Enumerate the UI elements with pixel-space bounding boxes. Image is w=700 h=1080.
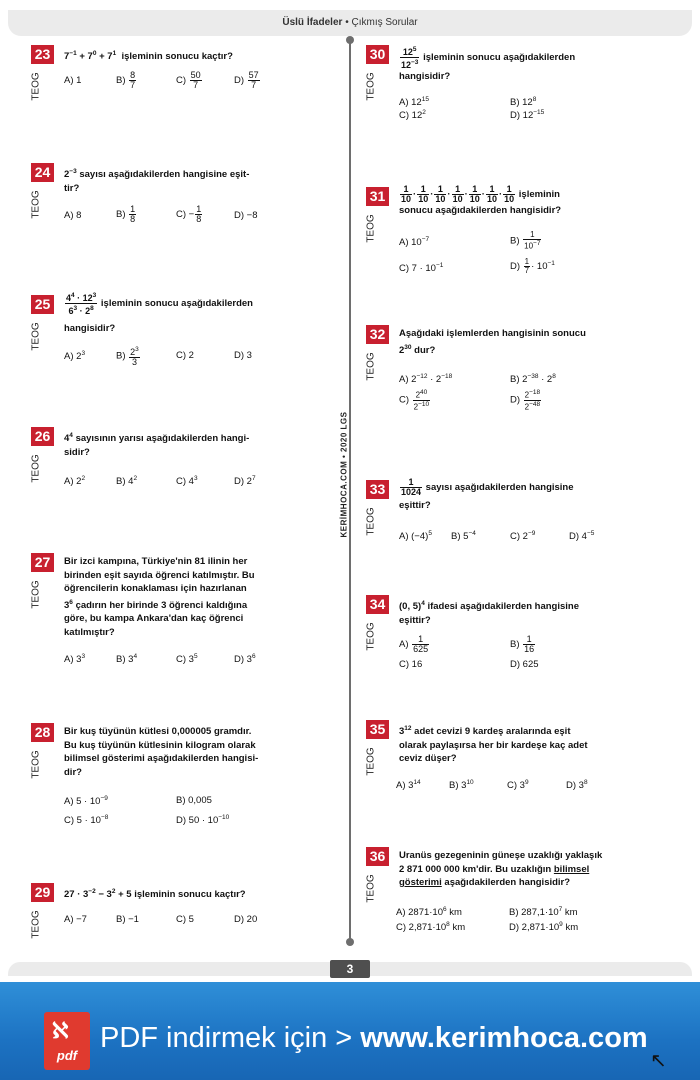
option-d[interactable]: D) $\frac{57}{7}$ bbox=[234, 70, 259, 90]
option-a[interactable]: A) $2^3$ bbox=[64, 350, 86, 363]
option-b[interactable]: B) $4^2$ bbox=[116, 475, 138, 488]
option-b[interactable]: B) $\frac{1}{10^{-7}}$ bbox=[510, 230, 541, 251]
option-d[interactable]: D) $3^8$ bbox=[566, 779, 588, 792]
banner-url[interactable]: www.kerimhoca.com bbox=[360, 1022, 648, 1054]
question-text: $7^{-1} + 7^0 + 7^1$ işleminin sonucu kaçtır? bbox=[64, 50, 233, 63]
option-b[interactable]: B) $5^{-4}$ bbox=[451, 530, 476, 543]
option-c[interactable]: C) $3^9$ bbox=[507, 779, 529, 792]
option-a[interactable]: A) −7 bbox=[64, 914, 87, 925]
option-b[interactable]: B) 0,005 bbox=[176, 795, 212, 806]
question-25: 25 TEOG $\frac{4^4 \cdot 12^3}{6^3 \cdot 2^8}$ işleminin sonucu aşağıdakilerden hangisidir? A) $2^3$ B) $\frac{2^3}{3}$ C) 2 D) 3 bbox=[30, 292, 253, 367]
question-36: 36 TEOG Uranüs gezegeninin güneşe uzaklığı yaklaşık 2 871 000 000 km'dir. Bu uzaklığın bilimsel gösterimi aşağıdakilerden hangisidir? A) $2871\cdot 10^6$ km B) $287,1\cdot 10^7$ km C) $2,871\cdot 10^8$ km D) $2,871\cdot 10^9$ km bbox=[365, 848, 603, 934]
question-text: $\frac{12^5}{12^{-3}}$ işleminin sonucu aşağıdakilerden hangisidir? bbox=[399, 46, 576, 82]
question-35: 35 TEOG $3^{12}$ adet cevizi 9 kardeş aralarında eşit olarak paylaşırsa her bir kardeşe kaç adet ceviz düşer? A) $3^{14}$ B) $3^{10}$ C) $3^9$ D) $3^8$ bbox=[365, 721, 588, 792]
option-d[interactable]: D) $\frac{1}{7}$ · $10^{-1}$ bbox=[510, 257, 555, 275]
option-d[interactable]: D) $\frac{2^{-18}}{2^{-48}}$ bbox=[510, 389, 541, 412]
option-a[interactable]: A) $10^{-7}$ bbox=[399, 236, 430, 249]
page-header bbox=[8, 10, 692, 36]
question-text: $\frac{1}{10}$ · $\frac{1}{10}$ · $\frac{1}{10}$ · $\frac{1}{10}$ · $\frac{1}{10}$ · $\frac{1}{10}$ · $\frac{1}{10}$ işleminin sonucu aşağıdakilerden hangisidir? bbox=[399, 184, 562, 216]
divider-dot-top bbox=[346, 36, 354, 44]
option-a[interactable]: A) $3^3$ bbox=[64, 653, 86, 666]
option-c[interactable]: C) $3^5$ bbox=[176, 653, 198, 666]
option-c[interactable]: C) 2 bbox=[176, 350, 194, 361]
pdf-icon bbox=[44, 1012, 90, 1070]
option-b[interactable]: B) $\frac{2^3}{3}$ bbox=[116, 346, 139, 367]
question-text: $\frac{4^4 \cdot 12^3}{6^3 \cdot 2^8}$ işleminin sonucu aşağıdakilerden hangisidir? bbox=[64, 292, 253, 334]
option-c[interactable]: C) $12^2$ bbox=[399, 109, 426, 122]
option-c[interactable]: C) 16 bbox=[399, 659, 423, 670]
question-number: 24 bbox=[31, 163, 54, 182]
option-d[interactable]: D) $4^{-5}$ bbox=[569, 530, 595, 543]
question-number: 32 bbox=[366, 325, 389, 344]
option-a[interactable]: A) $2^{-12} \cdot 2^{-18}$ bbox=[399, 373, 453, 386]
question-number: 33 bbox=[366, 480, 389, 499]
question-31: 31 TEOG $\frac{1}{10}$ · $\frac{1}{10}$ · $\frac{1}{10}$ · $\frac{1}{10}$ · $\frac{1}{10}$ · $\frac{1}{10}$ · $\frac{1}{10}$ işleminin sonucu aşağıdakilerden hangisidir? A) $10^{-7}$ B) $\frac{1}{10^{-7}}$ C) $7 \cdot 10^{-1}$ D) $\frac{1}{7}$ · $10^{-1}$ bbox=[365, 184, 562, 275]
divider-dot-bottom bbox=[346, 938, 354, 946]
question-number: 34 bbox=[366, 595, 389, 614]
question-text: Aşağıdaki işlemlerden hangisinin sonucu $2^{30}$ dur? bbox=[399, 328, 586, 356]
option-c[interactable]: C) $\frac{2^{40}}{2^{-10}}$ bbox=[399, 389, 430, 412]
option-c[interactable]: C) $4^3$ bbox=[176, 475, 198, 488]
option-d[interactable]: D) 625 bbox=[510, 659, 539, 670]
option-d[interactable]: D) $2,871\cdot 10^9$ km bbox=[509, 921, 579, 934]
option-c[interactable]: C) $7 \cdot 10^{-1}$ bbox=[399, 262, 444, 275]
banner-text[interactable]: PDF indirmek için > www.kerimhoca.com bbox=[100, 1022, 648, 1054]
option-c[interactable]: C) $5 \cdot 10^{-8}$ bbox=[64, 814, 109, 827]
question-text: Bir kuş tüyünün kütlesi 0,000005 gramdır. Bu kuş tüyünün kütlesinin kilogram olarak bilimsel gösterimi aşağıdakilerden hangisi- dir? bbox=[64, 726, 259, 778]
option-a[interactable]: A) $3^{14}$ bbox=[396, 779, 421, 792]
question-text: $\frac{1}{1024}$ sayısı aşağıdakilerden hangisine eşittir? bbox=[399, 477, 574, 511]
cursor-icon: ↖ bbox=[650, 1050, 667, 1072]
question-number: 28 bbox=[31, 723, 54, 742]
question-24: 24 TEOG $2^{-3}$ sayısı aşağıdakilerden hangisine eşit- tir? A) 8 B) $\frac{1}{8}$ C) − $\frac{1}{8}$ D) −8 bbox=[30, 164, 258, 224]
question-number: 25 bbox=[31, 295, 54, 314]
question-28: 28 TEOG Bir kuş tüyünün kütlesi 0,000005 gramdır. Bu kuş tüyünün kütlesinin kilogram olarak bilimsel gösterimi aşağıdakilerden hangisi- dir? A) $5 \cdot 10^{-9}$ B) 0,005 C) $5 \cdot 10^{-8}$ D) $50 \cdot 10^{-10}$ bbox=[30, 724, 259, 827]
option-c[interactable]: C) $\frac{50}{7}$ bbox=[176, 70, 201, 90]
option-a[interactable]: A) $(-4)^5$ bbox=[399, 530, 432, 543]
question-26: 26 TEOG $4^4$ sayısının yarısı aşağıdakilerden hangi- sidir? A) $2^2$ B) $4^2$ C) $4^3$ D) $2^7$ bbox=[30, 428, 256, 488]
option-d[interactable]: D) $50 \cdot 10^{-10}$ bbox=[176, 814, 230, 827]
question-number: 30 bbox=[366, 45, 389, 64]
question-32: 32 TEOG Aşağıdaki işlemlerden hangisinin sonucu $2^{30}$ dur? A) $2^{-12} \cdot 2^{-18}$ B) $2^{-38} \cdot 2^8$ C) $\frac{2^{40}}{2^{-10}}$ D) $\frac{2^{-18}}{2^{-48}}$ bbox=[365, 326, 586, 412]
option-b[interactable]: B) $3^{10}$ bbox=[449, 779, 474, 792]
question-text: (0, 5)$^4$ ifadesi aşağıdakilerden hangisine eşittir? bbox=[399, 600, 579, 626]
header-section: Çıkmış Sorular bbox=[351, 17, 418, 28]
option-b[interactable]: B) $12^8$ bbox=[510, 96, 537, 109]
option-b[interactable]: B) $\frac{1}{16}$ bbox=[510, 634, 535, 654]
option-b[interactable]: B) $3^4$ bbox=[116, 653, 138, 666]
question-text: $27 \cdot 3^{-2} - 3^2 + 5$ işleminin sonucu kaçtır? bbox=[64, 888, 246, 901]
question-number: 31 bbox=[366, 187, 389, 206]
question-33: 33 TEOG $\frac{1}{1024}$ sayısı aşağıdakilerden hangisine eşittir? A) $(-4)^5$ B) $5^{-4}$ C) $2^{-9}$ D) $4^{-5}$ bbox=[365, 477, 595, 543]
option-c[interactable]: C) $2^{-9}$ bbox=[510, 530, 536, 543]
option-d[interactable]: D) 20 bbox=[234, 914, 258, 925]
option-a[interactable]: A) $2^2$ bbox=[64, 475, 86, 488]
page-number: 3 bbox=[330, 960, 370, 978]
option-c[interactable]: C) 5 bbox=[176, 914, 194, 925]
pdf-icon-label: pdf bbox=[56, 1048, 78, 1063]
question-34: 34 TEOG (0, 5)$^4$ ifadesi aşağıdakilerden hangisine eşittir? A) $\frac{1}{625}$ B) $\frac{1}{16}$ C) 16 D) 625 bbox=[365, 596, 579, 670]
question-29: 29 TEOG $27 \cdot 3^{-2} - 3^2 + 5$ işleminin sonucu kaçtır? A) −7 B) −1 C) 5 D) 20 bbox=[30, 884, 258, 939]
option-b[interactable]: B) −1 bbox=[116, 914, 139, 925]
question-number: 35 bbox=[366, 720, 389, 739]
option-d[interactable]: D) 3 bbox=[234, 350, 252, 361]
question-text: $4^4$ sayısının yarısı aşağıdakilerden hangi- sidir? bbox=[64, 432, 250, 458]
question-27: 27 TEOG Bir izci kampına, Türkiye'nin 81 ilinin her birinden eşit sayıda öğrenci katılmıştır. Bu öğrencilerin konaklaması için hazırlanan $3^6$ çadırın her birinde 3 öğrenci kaldığına göre, bu kampa Ankara'dan kaç öğrenci katılmıştır? A) $3^3$ B) $3^4$ C) $3^5$ D) $3^6$ bbox=[30, 554, 256, 666]
question-number: 29 bbox=[31, 883, 54, 902]
option-b[interactable]: B) $287,1\cdot 10^7$ km bbox=[509, 906, 578, 919]
option-b[interactable]: B) $2^{-38} \cdot 2^8$ bbox=[510, 373, 556, 386]
question-23: 23 TEOG $7^{-1} + 7^0 + 7^1$ işleminin sonucu kaçtır? A) 1 B) $\frac{8}{7}$ C) $\frac{50}{7}$ D) $\frac{57}{7}$ bbox=[30, 46, 259, 101]
option-d[interactable]: D) $3^6$ bbox=[234, 653, 256, 666]
question-30: 30 TEOG $\frac{12^5}{12^{-3}}$ işleminin sonucu aşağıdakilerden hangisidir? A) $12^{15}$ B) $12^8$ C) $12^2$ D) $12^{-15}$ bbox=[365, 46, 576, 122]
option-c[interactable]: C) − $\frac{1}{8}$ bbox=[176, 204, 202, 224]
question-number: 23 bbox=[31, 45, 54, 64]
option-a[interactable]: A) 8 bbox=[64, 210, 82, 221]
question-number: 36 bbox=[366, 847, 389, 866]
option-a[interactable]: A) $2871\cdot 10^6$ km bbox=[396, 906, 462, 919]
question-text: $3^{12}$ adet cevizi 9 kardeş aralarında eşit olarak paylaşırsa her bir kardeşe kaç adet ceviz düşer? bbox=[399, 725, 588, 765]
option-d[interactable]: D) $2^7$ bbox=[234, 475, 256, 488]
option-a[interactable]: A) 1 bbox=[64, 75, 82, 86]
acrobat-icon: ℵ bbox=[52, 1018, 69, 1043]
question-number: 27 bbox=[31, 553, 54, 572]
option-b[interactable]: B) $\frac{1}{8}$ bbox=[116, 204, 136, 224]
header-topic: Üslü İfadeler bbox=[282, 17, 343, 28]
option-d[interactable]: D) $12^{-15}$ bbox=[510, 109, 545, 122]
option-c[interactable]: C) $2,871\cdot 10^8$ km bbox=[396, 921, 466, 934]
option-a[interactable]: A) $12^{15}$ bbox=[399, 96, 429, 109]
header-separator: • bbox=[345, 17, 349, 28]
question-number: 26 bbox=[31, 427, 54, 446]
question-text: Bir izci kampına, Türkiye'nin 81 ilinin her birinden eşit sayıda öğrenci katılmıştır. Bu öğrencilerin konaklaması için hazırlanan $3^6$ çadırın her birinde 3 öğrenci kaldığına göre, bu kampa Ankara'dan kaç öğrenci katılmıştır? bbox=[64, 556, 255, 638]
option-d[interactable]: D) −8 bbox=[234, 210, 258, 221]
option-b[interactable]: B) $\frac{8}{7}$ bbox=[116, 70, 136, 90]
column-divider bbox=[349, 40, 351, 940]
option-a[interactable]: A) $\frac{1}{625}$ bbox=[399, 634, 429, 654]
option-a[interactable]: A) $5 \cdot 10^{-9}$ bbox=[64, 795, 108, 808]
question-text: $2^{-3}$ sayısı aşağıdakilerden hangisine eşit- tir? bbox=[64, 168, 250, 194]
question-text: Uranüs gezegeninin güneşe uzaklığı yaklaşık 2 871 000 000 km'dir. Bu uzaklığın bilimsel gösterimi aşağıdakilerden hangisidir? bbox=[399, 850, 603, 888]
